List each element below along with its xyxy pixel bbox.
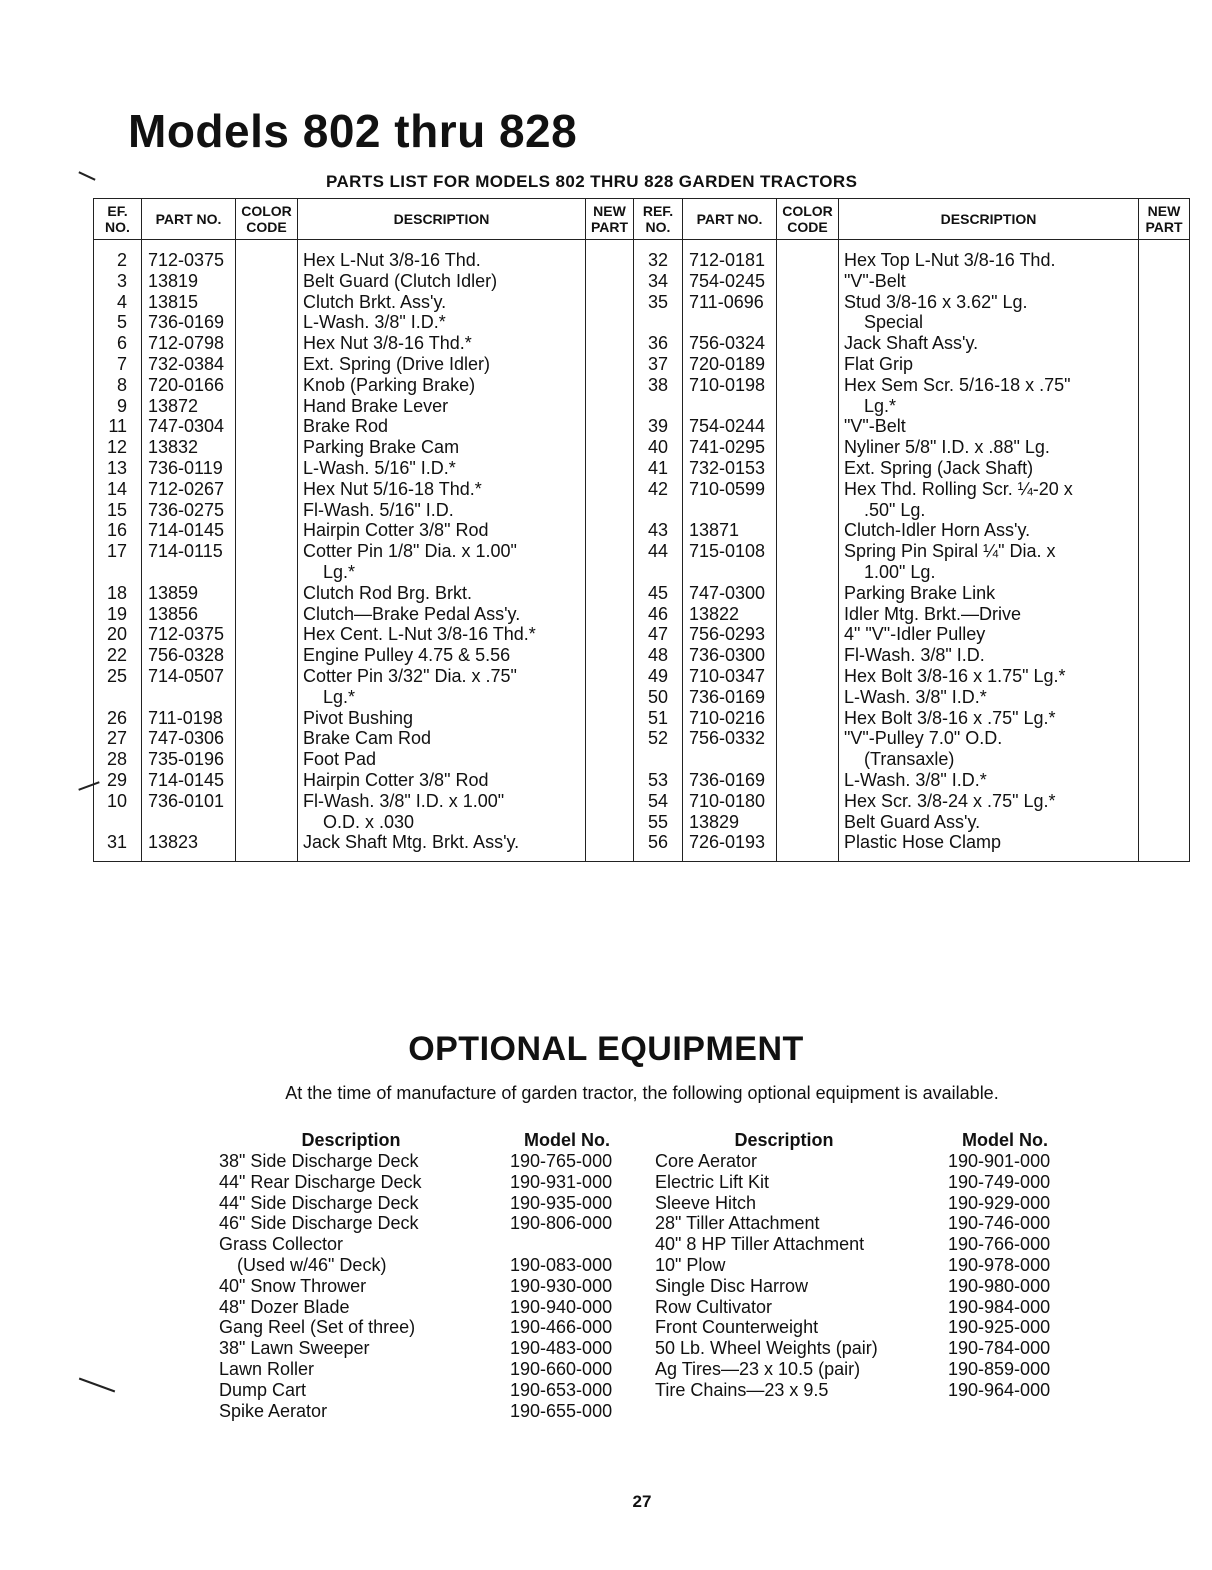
table-cell: 712-0181 [689,250,766,270]
table-cell: 741-0295 [689,437,766,458]
table-cell: Plastic Hose Clamp [844,832,1002,853]
table-cell: 38 [647,374,668,395]
table-cell: 13823 [148,832,199,853]
optional-right-description-column [655,1130,935,1401]
parts-list-table [93,198,1190,862]
table-cell: Knob (Parking Brake) [303,374,476,395]
list-item: (Used w/46" Deck) [237,1254,387,1275]
table-cell: 3 [116,270,127,291]
right-description-column [839,240,1139,862]
table-cell: 29 [106,769,127,790]
list-item: 190-925-000 [948,1317,1051,1338]
list-item: Front Counterweight [655,1317,819,1338]
table-cell: 13832 [148,437,199,458]
table-cell: Fl-Wash. 3/8" I.D. x 1.00" [303,790,505,811]
list-item: 190-980-000 [948,1275,1051,1296]
table-cell: Lg.* [864,395,897,416]
left-ref-column [94,240,142,862]
table-cell [97,687,127,708]
table-cell: Hex Scr. 3/8-24 x .75" Lg.* [844,790,1056,811]
table-cell: 27 [106,728,127,749]
right-ref-column [634,240,683,862]
table-cell: 710-0198 [689,374,766,395]
table-cell: 36 [647,333,668,354]
table-cell: Cotter Pin 3/32" Dia. x .75" [303,665,517,686]
table-cell: 4 [116,291,127,312]
table-cell: 756-0332 [689,728,766,749]
table-cell: 42 [647,478,668,499]
description-header-right: DESCRIPTION [839,199,1139,240]
list-item: 46" Side Discharge Deck [219,1213,419,1234]
table-cell: 56 [647,832,668,853]
table-cell: 51 [647,707,668,728]
list-item: 48" Dozer Blade [219,1296,350,1317]
list-item: 190-930-000 [510,1275,613,1296]
table-cell: L-Wash. 5/16" I.D.* [303,457,456,478]
table-cell: 13859 [148,582,199,603]
table-cell: 13871 [689,520,740,541]
table-cell: 747-0304 [148,416,225,437]
table-cell: Hand Brake Lever [303,395,449,416]
list-item: Dump Cart [219,1379,307,1400]
table-cell: 735-0196 [148,749,225,770]
table-cell: 39 [647,416,668,437]
table-cell: Pivot Bushing [303,707,414,728]
table-cell: Hex Nut 5/16-18 Thd.* [303,478,482,499]
table-cell: 5 [116,312,127,333]
table-cell: Hairpin Cotter 3/8" Rod [303,520,489,541]
table-cell: O.D. x .030 [323,811,415,832]
table-cell [689,312,773,333]
table-cell: 44 [647,541,668,562]
list-item: 190-653-000 [510,1379,613,1400]
table-cell: 710-0180 [689,790,766,811]
table-cell: 40 [647,437,668,458]
table-cell: 2 [116,250,127,270]
table-cell: 736-0119 [148,457,223,478]
table-cell: Nyliner 5/8" I.D. x .88" Lg. [844,437,1050,458]
table-cell: Lg.* [323,686,356,707]
list-item: 190-660-000 [510,1358,613,1379]
table-cell: 736-0300 [689,645,766,666]
table-cell: Hex Bolt 3/8-16 x .75" Lg.* [844,707,1056,728]
table-cell: 46 [647,603,668,624]
table-cell: Clutch—Brake Pedal Ass'y. [303,603,521,624]
table-cell: 55 [647,811,668,832]
table-cell: 711-0198 [148,707,223,728]
table-cell: 747-0300 [689,582,766,603]
page-number: 27 [632,1492,652,1511]
table-cell: 37 [647,353,668,374]
table-cell: Lg.* [323,561,356,582]
table-cell [689,500,773,521]
table-cell: Foot Pad [303,749,377,770]
table-cell: Brake Rod [303,416,389,437]
table-cell: 9 [116,395,127,416]
list-item: 190-765-000 [510,1151,613,1171]
table-cell: 710-0216 [689,707,766,728]
optional-description-header-right: Description [734,1130,834,1150]
list-item: Core Aerator [655,1151,758,1171]
new-part-header: NEW PART [586,199,634,240]
table-cell: 712-0375 [148,624,225,645]
table-cell: 720-0189 [689,353,766,374]
table-cell: Hex Bolt 3/8-16 x 1.75" Lg.* [844,665,1066,686]
table-cell [637,396,668,417]
table-cell: 11 [108,416,127,437]
list-item: 38" Side Discharge Deck [219,1151,419,1171]
table-cell: 714-0145 [148,520,225,541]
list-item: 38" Lawn Sweeper [219,1338,370,1359]
table-cell: 1.00" Lg. [864,561,936,582]
list-item: 190-940-000 [510,1296,613,1317]
table-cell: Hex Sem Scr. 5/16-18 x .75" [844,374,1071,395]
table-cell: 756-0328 [148,645,225,666]
table-cell [689,396,773,417]
table-cell: .50" Lg. [864,499,926,520]
list-item: Lawn Roller [219,1358,315,1379]
list-item: 190-083-000 [510,1254,613,1275]
list-item: Spike Aerator [219,1400,328,1421]
list-item: Tire Chains—23 x 9.5 [655,1379,829,1400]
table-cell: 736-0101 [148,790,225,811]
table-cell: "V"-Pulley 7.0" O.D. [844,728,1003,749]
right-color-column [777,240,839,862]
list-item: 190-901-000 [948,1151,1051,1171]
table-cell: 714-0145 [148,769,225,790]
table-cell: 25 [106,665,127,686]
table-cell: 53 [647,769,668,790]
table-cell: Ext. Spring (Jack Shaft) [844,457,1034,478]
table-cell: 13822 [689,603,740,624]
page-title: Models 802 thru 828 [128,105,578,157]
list-item: 190-984-000 [948,1296,1051,1317]
table-cell: 711-0696 [689,291,764,312]
table-cell [637,749,668,770]
list-item: Electric Lift Kit [655,1171,770,1192]
list-item: Row Cultivator [655,1296,773,1317]
right-part-column [683,240,777,862]
table-cell: 736-0275 [148,499,225,520]
list-item: 40" Snow Thrower [219,1275,367,1296]
parts-table-body [94,240,1190,862]
list-item: 190-766-000 [948,1234,1051,1255]
list-item: 50 Lb. Wheel Weights (pair) [655,1338,878,1359]
table-cell: 13815 [148,291,199,312]
table-cell: 4" "V"-Idler Pulley [844,624,986,645]
table-cell: 710-0599 [689,478,766,499]
parts-list-caption: PARTS LIST FOR MODELS 802 THRU 828 GARDEN TRACTORS [326,172,858,191]
table-cell: L-Wash. 3/8" I.D.* [844,686,987,707]
optional-left-model-column [510,1130,640,1421]
table-cell: Hex L-Nut 3/8-16 Thd. [303,250,481,270]
table-cell: 754-0245 [689,270,766,291]
list-item: 190-929-000 [948,1192,1051,1213]
table-cell: 756-0324 [689,333,766,354]
table-cell: 732-0153 [689,457,766,478]
list-item: 190-784-000 [948,1338,1051,1359]
list-item: 190-749-000 [948,1171,1051,1192]
table-cell: 26 [106,707,127,728]
optional-model-header: Model No. [524,1130,610,1150]
table-cell: 13829 [689,811,740,832]
table-cell: Belt Guard (Clutch Idler) [303,270,498,291]
table-cell: 19 [106,603,127,624]
table-cell: 35 [647,291,668,312]
part-no-header: PART NO. [142,199,236,240]
table-cell: 7 [116,353,127,374]
table-cell [97,812,127,833]
table-cell: 712-0267 [148,478,225,499]
table-cell: 22 [106,645,127,666]
table-cell [637,312,668,333]
table-cell: Belt Guard Ass'y. [844,811,981,832]
table-cell: 13 [106,457,127,478]
table-cell: 8 [116,374,127,395]
list-item: 40" 8 HP Tiller Attachment [655,1234,865,1255]
list-item: Grass Collector [219,1234,344,1255]
binder-mark-bottom [79,1378,115,1393]
table-cell: Hex Cent. L-Nut 3/8-16 Thd.* [303,624,536,645]
description-header: DESCRIPTION [298,199,586,240]
table-cell: L-Wash. 3/8" I.D.* [303,312,446,333]
list-item: 44" Side Discharge Deck [219,1192,419,1213]
optional-left-description-column [219,1130,499,1421]
table-cell: 732-0384 [148,353,225,374]
table-cell: Clutch Rod Brg. Brkt. [303,582,473,603]
left-color-column [236,240,298,862]
table-cell: 13819 [148,270,199,291]
list-item: 190-466-000 [510,1317,613,1338]
table-cell: 41 [647,457,668,478]
parts-table-header-row [94,199,1190,240]
list-item: Sleeve Hitch [655,1192,757,1213]
table-cell: 726-0193 [689,832,766,853]
table-cell: 16 [106,520,127,541]
list-item: 190-859-000 [948,1358,1051,1379]
list-item: 190-964-000 [948,1379,1051,1400]
table-cell: "V"-Belt [844,416,906,437]
table-cell: 15 [106,499,127,520]
right-new-part-column [1139,240,1190,862]
list-item: 190-655-000 [510,1400,613,1421]
list-item: 190-483-000 [510,1338,613,1359]
table-cell: Stud 3/8-16 x 3.62" Lg. [844,291,1028,312]
table-cell: 48 [647,645,668,666]
table-cell: 14 [106,478,127,499]
ref-no-header-right: REF. NO. [634,199,683,240]
table-cell: Cotter Pin 1/8" Dia. x 1.00" [303,541,517,562]
table-cell: 747-0306 [148,728,225,749]
table-cell [97,562,127,583]
list-item: Gang Reel (Set of three) [219,1317,416,1338]
table-cell: 31 [106,832,127,853]
table-cell: "V"-Belt [844,270,906,291]
list-item: Ag Tires—23 x 10.5 (pair) [655,1358,861,1379]
list-item: 190-931-000 [510,1171,613,1192]
table-cell [148,687,232,708]
list-item: 190-746-000 [948,1213,1051,1234]
table-cell: 20 [106,624,127,645]
table-cell: Parking Brake Cam [303,437,460,458]
table-cell: 756-0293 [689,624,766,645]
table-cell: Hex Thd. Rolling Scr. ¼-20 x [844,478,1073,499]
table-cell: 32 [647,250,668,270]
table-cell: Spring Pin Spiral ¼" Dia. x [844,541,1056,562]
optional-right-model-column [948,1130,1078,1401]
optional-equipment-intro: At the time of manufacture of garden tractor, the following optional equipment is available. [285,1083,999,1103]
table-cell: 736-0169 [689,686,766,707]
table-cell: 12 [106,437,127,458]
table-cell: 45 [647,582,668,603]
list-item [510,1234,640,1255]
table-cell: 710-0347 [689,665,766,686]
table-cell: 10 [106,790,127,811]
table-cell [689,562,773,583]
ref-no-header: EF. NO. [94,199,142,240]
table-cell: Hex Nut 3/8-16 Thd.* [303,333,472,354]
optional-right-description-list [655,1151,935,1401]
table-cell: 49 [647,665,668,686]
list-item: 190-978-000 [948,1254,1051,1275]
optional-description-header: Description [301,1130,401,1150]
table-cell: 720-0166 [148,374,225,395]
list-item: 190-806-000 [510,1213,613,1234]
table-cell [637,562,668,583]
table-cell: 13856 [148,603,199,624]
color-code-header: COLOR CODE [236,199,298,240]
table-cell: Clutch Brkt. Ass'y. [303,291,447,312]
table-cell: 54 [647,790,668,811]
table-cell: Fl-Wash. 3/8" I.D. [844,645,985,666]
table-cell: Flat Grip [844,353,914,374]
table-cell: 50 [647,686,668,707]
table-cell: Engine Pulley 4.75 & 5.56 [303,645,511,666]
table-cell: Parking Brake Link [844,582,996,603]
left-part-column [142,240,236,862]
table-cell: Clutch-Idler Horn Ass'y. [844,520,1031,541]
table-cell: 17 [106,541,127,562]
table-cell: Hex Top L-Nut 3/8-16 Thd. [844,250,1056,270]
table-cell: 714-0115 [148,541,223,562]
table-cell [637,500,668,521]
table-cell: 736-0169 [148,312,225,333]
new-part-header-right: NEW PART [1139,199,1190,240]
table-cell: 6 [116,333,127,354]
table-cell [148,562,232,583]
table-cell: 712-0375 [148,250,225,270]
table-cell: 712-0798 [148,333,225,354]
table-cell: 18 [106,582,127,603]
table-cell: Hairpin Cotter 3/8" Rod [303,769,489,790]
table-cell: Jack Shaft Mtg. Brkt. Ass'y. [303,832,520,853]
list-item: 28" Tiller Attachment [655,1213,820,1234]
table-cell [689,749,773,770]
table-cell: Jack Shaft Ass'y. [844,333,979,354]
optional-left-description-list [219,1151,499,1421]
table-cell: 52 [647,728,668,749]
table-cell: 47 [647,624,668,645]
color-code-header-right: COLOR CODE [777,199,839,240]
table-cell: 714-0507 [148,665,225,686]
list-item: 10" Plow [655,1254,726,1275]
table-cell: Fl-Wash. 5/16" I.D. [303,499,454,520]
left-new-part-column [586,240,634,862]
table-cell: (Transaxle) [864,749,955,770]
table-cell: Brake Cam Rod [303,728,432,749]
table-cell: Special [864,312,924,333]
table-cell: Ext. Spring (Drive Idler) [303,353,491,374]
optional-equipment-title: OPTIONAL EQUIPMENT [408,1030,804,1068]
table-cell: L-Wash. 3/8" I.D.* [844,769,987,790]
optional-left-model-list [510,1151,640,1421]
table-cell: 754-0244 [689,416,766,437]
table-cell: 13872 [148,395,199,416]
table-cell: 43 [647,520,668,541]
optional-right-model-list [948,1151,1078,1401]
optional-model-header-right: Model No. [962,1130,1048,1150]
table-cell: 28 [106,749,127,770]
list-item: Single Disc Harrow [655,1275,809,1296]
binder-mark-top [78,171,95,180]
list-item: 190-935-000 [510,1192,613,1213]
table-cell: 736-0169 [689,769,766,790]
list-item: 44" Rear Discharge Deck [219,1171,422,1192]
part-no-header-right: PART NO. [683,199,777,240]
table-cell: 715-0108 [689,541,766,562]
table-cell: Idler Mtg. Brkt.—Drive [844,603,1022,624]
table-cell: 34 [647,270,668,291]
left-description-column [298,240,586,862]
table-cell [148,812,232,833]
